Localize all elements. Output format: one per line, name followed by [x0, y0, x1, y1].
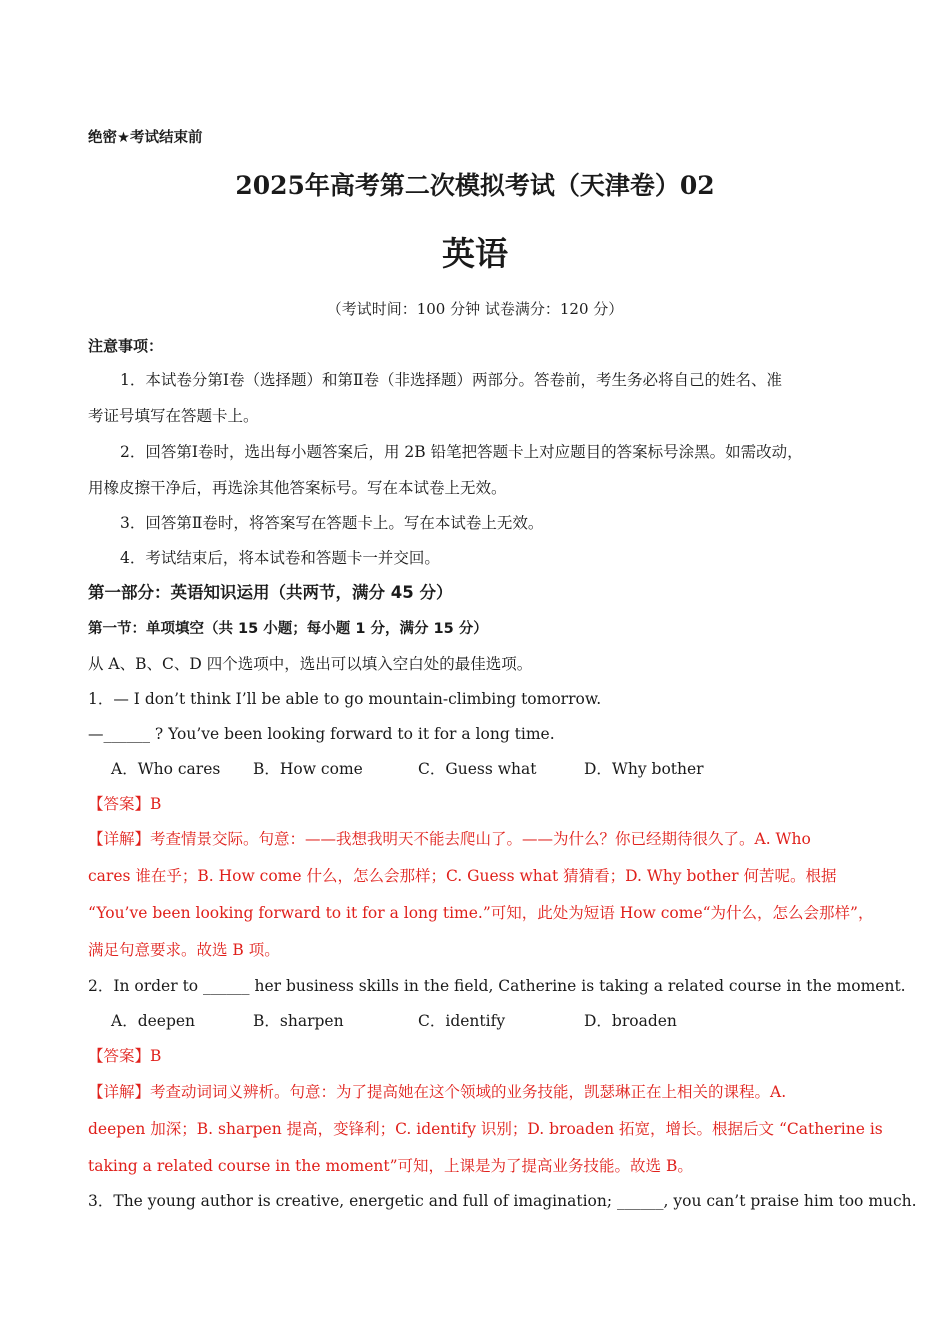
section1-heading: 第一节：单项填空（共 15 小题；每小题 1 分，满分 15 分）	[88, 621, 488, 637]
question-1-option-c: C．Guess what	[418, 760, 537, 778]
question-1-option-d: D．Why bother	[584, 760, 704, 778]
notes-heading: 注意事项：	[88, 337, 164, 355]
note-item-2-line-2: 用橡皮擦干净后，再选涂其他答案标号。写在本试卷上无效。	[88, 479, 507, 497]
question-1-detail-line: 满足句意要求。故选 B 项。	[88, 941, 280, 959]
note-item-1-line-2: 考证号填写在答题卡上。	[88, 407, 259, 425]
question-1-stem-line-2: —______ ? You’ve been looking forward to it for a long time.	[88, 725, 555, 743]
question-2-option-a: A．deepen	[111, 1012, 196, 1030]
question-1-detail-line: 【详解】考查情景交际。句意：——我想我明天不能去爬山了。——为什么？你已经期待很久了。A. Who	[88, 830, 811, 848]
question-2-detail-line: taking a related course in the moment”可知，上课是为了提高业务技能。故选 B。	[88, 1157, 693, 1175]
subject-title: 英语	[442, 234, 508, 273]
question-1-answer: 【答案】B	[88, 795, 162, 813]
question-1-option-b: B．How come	[253, 760, 363, 778]
question-2-option-d: D．broaden	[584, 1012, 677, 1030]
note-item-2-line-1: 2．回答第Ⅰ卷时，选出每小题答案后，用 2B 铅笔把答题卡上对应题目的答案标号涂黑。如需改动，	[120, 443, 803, 461]
question-1-detail-line: “You’ve been looking forward to it for a long time.”可知，此处为短语 How come“为什么，怎么会那样”，	[88, 904, 874, 922]
question-1-option-a: A．Who cares	[111, 760, 221, 778]
section1-instruction: 从 A、B、C、D 四个选项中，选出可以填入空白处的最佳选项。	[88, 655, 533, 673]
part1-heading: 第一部分：英语知识运用（共两节，满分 45 分）	[88, 583, 453, 602]
exam-title: 2025年高考第二次模拟考试（天津卷）02	[235, 171, 715, 200]
question-2-answer: 【答案】B	[88, 1047, 162, 1065]
note-item-1-line-1: 1．本试卷分第Ⅰ卷（选择题）和第Ⅱ卷（非选择题）两部分。答卷前，考生务必将自己的姓名、准	[120, 371, 783, 389]
question-2-detail-line: deepen 加深；B. sharpen 提高，变锋利；C. identify 识别；D. broaden 拓宽，增长。根据后文 “Catherine is	[88, 1120, 883, 1138]
question-2-detail-line: 【详解】考查动词词义辨析。句意：为了提高她在这个领域的业务技能，凯瑟琳正在上相关的课程。A.	[88, 1083, 787, 1101]
question-2-stem: 2．In order to ______ her business skills in the field, Catherine is taking a related course in the moment.	[88, 977, 906, 995]
question-1-detail-line: cares 谁在乎；B. How come 什么，怎么会那样；C. Guess what 猜猜看；D. Why bother 何苦呢。根据	[88, 867, 837, 885]
question-3-stem: 3．The young author is creative, energetic and full of imagination; ______, you can’t praise him too much.	[88, 1192, 917, 1210]
question-2-option-c: C．identify	[418, 1012, 506, 1030]
question-1-stem-line-1: 1．— I don’t think I’ll be able to go mountain-climbing tomorrow.	[88, 690, 602, 708]
question-2-option-b: B．sharpen	[253, 1012, 344, 1030]
secret-mark: 绝密★考试结束前	[88, 130, 203, 146]
note-item-3: 3．回答第Ⅱ卷时，将答案写在答题卡上。写在本试卷上无效。	[120, 514, 544, 532]
note-item-4: 4．考试结束后，将本试卷和答题卡一并交回。	[120, 549, 440, 567]
exam-info: （考试时间：100 分钟 试卷满分：120 分）	[326, 300, 624, 318]
